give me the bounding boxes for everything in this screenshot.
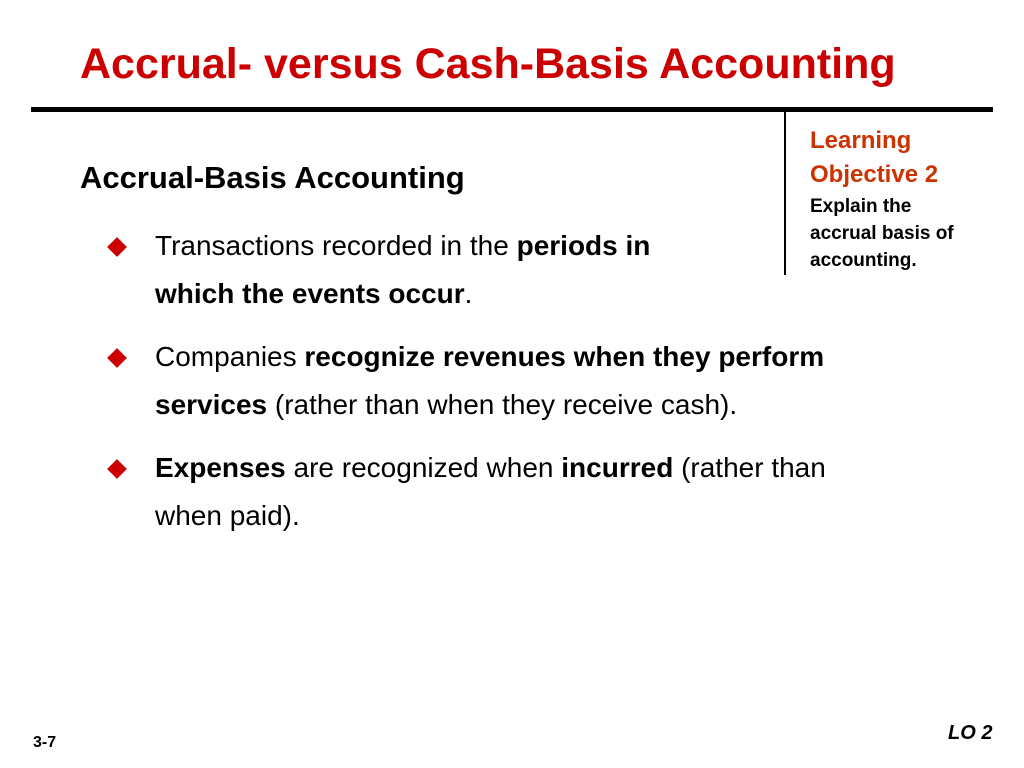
bullet-text-2 — [155, 333, 824, 429]
slide-title: Accrual- versus Cash-Basis Accounting — [80, 40, 896, 88]
learning-objective-box — [810, 124, 1010, 274]
bullet-3-part-3: incurred — [561, 452, 674, 483]
learning-objective-tag: LO 2 — [948, 722, 993, 744]
lo-desc-line-3: accounting. — [810, 250, 917, 271]
bullet-text-1 — [155, 222, 650, 318]
bullet-3-part-5: when paid). — [155, 500, 300, 531]
lo-heading-line-2: Objective 2 — [810, 161, 939, 188]
slide-subtitle: Accrual-Basis Accounting — [80, 160, 465, 195]
title-divider — [31, 107, 993, 112]
bullet-1-part-4: . — [464, 278, 473, 309]
diamond-bullet-icon — [107, 237, 127, 257]
bullet-3-part-1: Expenses — [155, 452, 286, 483]
bullet-1-part-2: periods in — [516, 230, 651, 261]
lo-desc-line-1: Explain the — [810, 196, 912, 217]
learning-objective-description — [810, 193, 1010, 274]
diamond-bullet-icon — [107, 348, 127, 368]
bullet-text-3 — [155, 444, 826, 540]
learning-objective-divider — [784, 112, 786, 275]
bullet-2-part-3: services — [155, 389, 268, 420]
slide-number: 3-7 — [33, 734, 57, 751]
lo-heading-line-1: Learning — [810, 127, 912, 154]
lo-desc-line-2: accrual basis of — [810, 223, 954, 244]
bullet-2-part-2: recognize revenues when they perform — [304, 341, 825, 372]
bullet-3-part-4: (rather than — [673, 452, 826, 483]
learning-objective-heading — [810, 124, 1010, 192]
diamond-bullet-icon — [107, 459, 127, 479]
bullet-2-part-1: Companies — [155, 341, 305, 372]
bullet-1-part-3: which the events occur — [155, 278, 465, 309]
bullet-2-part-4: (rather than when they receive cash). — [267, 389, 738, 420]
bullet-1-part-1: Transactions recorded in the — [155, 230, 517, 261]
bullet-3-part-2: are recognized when — [285, 452, 562, 483]
